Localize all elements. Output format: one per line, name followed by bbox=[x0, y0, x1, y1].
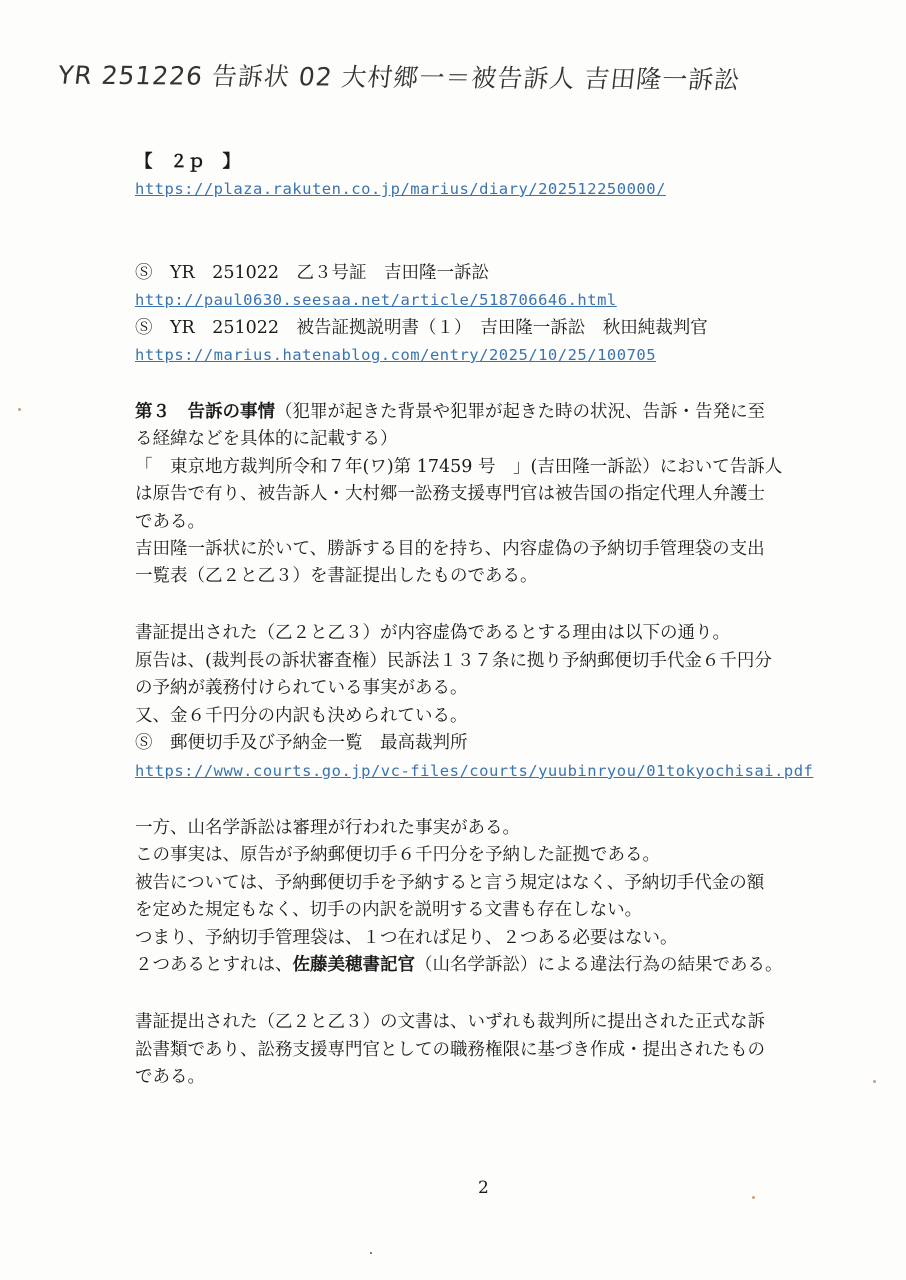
link-hatena[interactable]: https://marius.hatenablog.com/entry/2025/10/25/100705 bbox=[135, 346, 657, 364]
paragraph-line: 又、金６千円分の内訳も決められている。 bbox=[135, 706, 468, 726]
paragraph-line: 被告については、予納郵便切手を予納すると言う規定はなく、予納切手代金の額 bbox=[135, 873, 765, 893]
paragraph-line: 書証提出された（乙２と乙３）の文書は、いずれも裁判所に提出された正式な訴 bbox=[135, 1012, 765, 1032]
paragraph-line: 訟書類であり、訟務支援専門官としての職務権限に基づき作成・提出されたもの bbox=[135, 1040, 765, 1060]
paragraph-line: この事実は、原告が予納郵便切手６千円分を予納した証拠である。 bbox=[135, 845, 660, 865]
paragraph-line: つまり、予納切手管理袋は、１つ在れば足り、２つある必要はない。 bbox=[135, 928, 678, 948]
ref-evidence-explanation: Ⓢ YR 251022 被告証拠説明書（１） 吉田隆一訴訟 秋田純裁判官 bbox=[135, 318, 708, 338]
paragraph-line: 書証提出された（乙２と乙３）が内容虚偽であるとする理由は以下の通り。 bbox=[135, 623, 730, 643]
paragraph-segment: ２つあるとすれは、 bbox=[135, 955, 293, 975]
paragraph-line: 一方、山名学訴訟は審理が行われた事実がある。 bbox=[135, 818, 520, 838]
ref-postage-list: Ⓢ 郵便切手及び予納金一覧 最高裁判所 bbox=[135, 733, 468, 753]
link-courts-pdf[interactable]: https://www.courts.go.jp/vc-files/courts/yuubinryou/01tokyochisai.pdf bbox=[135, 762, 814, 780]
section-heading: 第３ 告訴の事情 bbox=[135, 402, 275, 422]
paragraph-segment: （山名学訴訟）による違法行為の結果である。 bbox=[415, 955, 783, 975]
page-number: 2 bbox=[478, 1178, 489, 1198]
paper-speck bbox=[18, 408, 21, 411]
paper-speck bbox=[873, 1080, 876, 1083]
ref-otsu3: Ⓢ YR 251022 乙３号証 吉田隆一訴訟 bbox=[135, 263, 490, 283]
paragraph-line: を定めた規定もなく、切手の内訳を説明する文書も存在しない。 bbox=[135, 900, 643, 920]
paragraph-line: 「 東京地方裁判所令和７年(ワ)第 17459 号 」(吉田隆一訴訟）において告訴人 bbox=[135, 457, 783, 477]
section-heading-note: （犯罪が起きた背景や犯罪が起きた時の状況、告訴・告発に至 bbox=[275, 402, 765, 422]
link-seesaa[interactable]: http://paul0630.seesaa.net/article/518706646.html bbox=[135, 291, 617, 309]
paragraph-line: 原告は、(裁判長の訴状審査権）民訴法１３７条に拠り予納郵便切手代金６千円分 bbox=[135, 651, 772, 671]
link-diary[interactable]: https://plaza.rakuten.co.jp/marius/diary/202512250000/ bbox=[135, 180, 666, 198]
paragraph-line: 吉田隆一訴状に於いて、勝訴する目的を持ち、内容虚偽の予納切手管理袋の支出 bbox=[135, 539, 765, 559]
paragraph-line: 一覧表（乙２と乙３）を書証提出したものである。 bbox=[135, 566, 538, 586]
paragraph-line: である。 bbox=[135, 1067, 205, 1087]
paper-speck bbox=[752, 1196, 755, 1199]
paragraph-line: である。 bbox=[135, 512, 205, 532]
paragraph-line: の予納が義務付けられている事実がある。 bbox=[135, 678, 468, 698]
section-heading-note-cont: る経緯などを具体的に記載する） bbox=[135, 429, 398, 449]
clerk-name: 佐藤美穂書記官 bbox=[292, 955, 415, 975]
paragraph-line: は原告で有り、被告訴人・大村郷一訟務支援専門官は被告国の指定代理人弁護士 bbox=[135, 484, 765, 504]
paper-speck bbox=[370, 1252, 372, 1254]
page-marker: 【 ２ｐ 】 bbox=[135, 152, 240, 172]
handwritten-header-note: YR 251226 告訴状 02 大村郷一＝被告訴人 吉田隆一訴訟 bbox=[56, 60, 742, 95]
